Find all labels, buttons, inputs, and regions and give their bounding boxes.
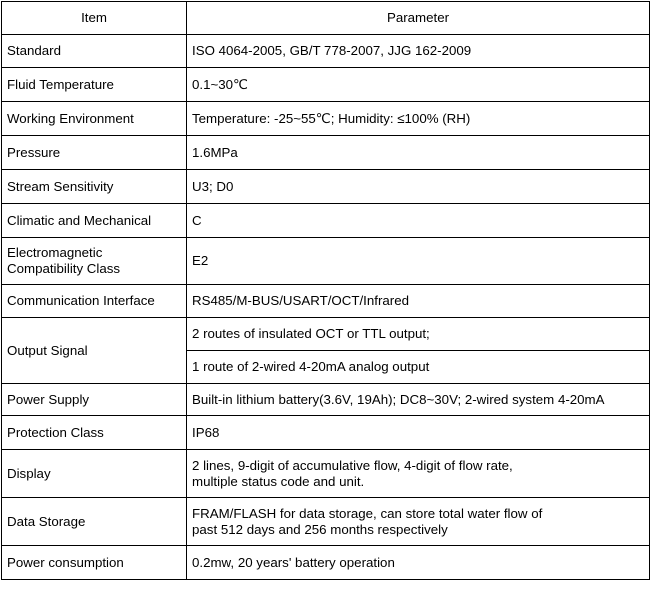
- parameter-line: multiple status code and unit.: [192, 473, 365, 489]
- table-row: [2, 416, 650, 450]
- parameter-cell: [187, 498, 650, 546]
- item-cell: Working Environment: [2, 102, 187, 136]
- table-row: [2, 450, 650, 498]
- parameter-cell: IP68: [187, 416, 650, 450]
- item-cell: Protection Class: [2, 416, 187, 450]
- item-cell: Data Storage: [2, 498, 187, 546]
- parameter-cell: ISO 4064-2005, GB/T 778-2007, JJG 162-2009: [187, 35, 650, 68]
- table-header-row: [2, 2, 650, 35]
- item-cell: Fluid Temperature: [2, 68, 187, 102]
- parameter-cell: E2: [187, 238, 650, 285]
- parameter-cell: Built-in lithium battery(3.6V, 19Ah); DC8~30V; 2-wired system 4-20mA: [187, 384, 650, 416]
- table-row: [2, 35, 650, 68]
- parameter-cell: C: [187, 204, 650, 238]
- table-row: [2, 68, 650, 102]
- item-cell: Display: [2, 450, 187, 498]
- header-parameter: Parameter: [187, 2, 650, 35]
- table-row: [2, 136, 650, 170]
- item-cell: Power Supply: [2, 384, 187, 416]
- item-line: Electromagnetic: [7, 245, 103, 260]
- parameter-cell: 1.6MPa: [187, 136, 650, 170]
- table-row: [2, 170, 650, 204]
- parameter-cell: Temperature: -25~55℃; Humidity: ≤100% (RH): [187, 102, 650, 136]
- header-item: Item: [2, 2, 187, 35]
- parameter-cell: 2 routes of insulated OCT or TTL output;: [187, 318, 650, 351]
- item-cell: Climatic and Mechanical: [2, 204, 187, 238]
- item-cell: [2, 238, 187, 285]
- table-row: [2, 318, 650, 351]
- parameter-cell: 0.1~30℃: [187, 68, 650, 102]
- item-cell: Communication Interface: [2, 285, 187, 318]
- table-row: [2, 102, 650, 136]
- parameter-cell: 1 route of 2-wired 4-20mA analog output: [187, 351, 650, 384]
- item-line: Compatibility Class: [7, 261, 121, 276]
- table-row: [2, 204, 650, 238]
- item-cell: Stream Sensitivity: [2, 170, 187, 204]
- table-row: [2, 546, 650, 580]
- table-row: [2, 285, 650, 318]
- parameter-line: 2 lines, 9-digit of accumulative flow, 4-digit of flow rate,: [192, 457, 513, 473]
- parameter-cell: U3; D0: [187, 170, 650, 204]
- table-row: [2, 384, 650, 416]
- table-row: [2, 238, 650, 285]
- parameter-cell: RS485/M-BUS/USART/OCT/Infrared: [187, 285, 650, 318]
- parameter-line: FRAM/FLASH for data storage, can store total water flow of: [192, 505, 543, 521]
- parameter-table: [1, 1, 650, 580]
- item-cell: Output Signal: [2, 318, 187, 384]
- item-cell: Power consumption: [2, 546, 187, 580]
- parameter-cell: [187, 450, 650, 498]
- parameter-cell: 0.2mw, 20 years' battery operation: [187, 546, 650, 580]
- parameter-line: past 512 days and 256 months respectively: [192, 521, 448, 537]
- item-cell: Standard: [2, 35, 187, 68]
- table-row: [2, 498, 650, 546]
- item-cell: Pressure: [2, 136, 187, 170]
